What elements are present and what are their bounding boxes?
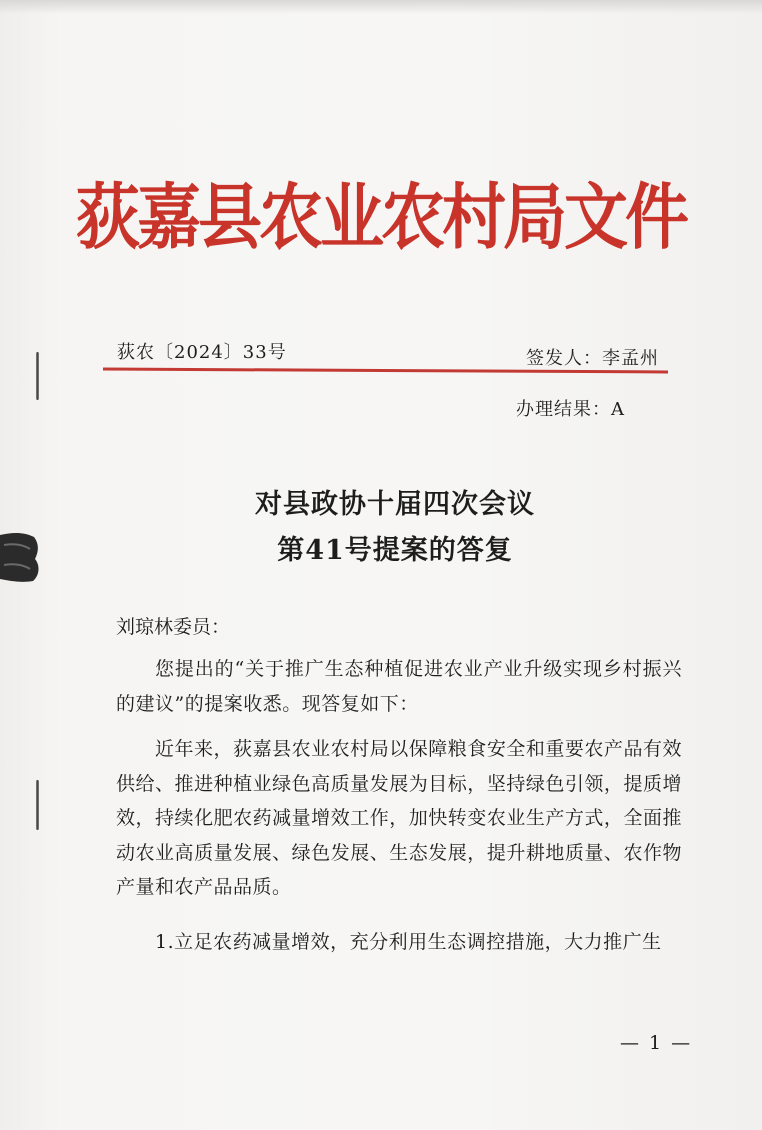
signer: 签发人：李孟州	[526, 348, 659, 369]
staple-top	[36, 352, 39, 400]
staple-bottom	[36, 780, 39, 830]
handling-result: 办理结果：A	[516, 399, 625, 420]
salutation: 刘琼林委员：	[116, 616, 231, 638]
body-paragraph-3: 1.立足农药减量增效，充分利用生态调控措施，大力推广生	[155, 931, 662, 953]
page-number: — 1 —	[620, 1032, 693, 1054]
issuing-agency-title: 荻嘉县农业农村局文件	[76, 176, 686, 261]
body-paragraph-1: 您提出的“关于推广生态种植促进农业产业升级实现乡村振兴的建议”的提案收悉。现答复如下：	[116, 658, 682, 715]
reply-title-line1: 对县政协十届四次会议	[255, 489, 535, 520]
reply-title-line2: 第41号提案的答复	[277, 535, 513, 566]
body-paragraph-2: 近年来，荻嘉县农业农村局以保障粮食安全和重要农产品有效供给、推进种植业绿色高质量发展为目标，坚持绿色引领，提质增效，持续化肥农药减量增效工作，加快转变农业生产方式，全面推动农业高质量发展、绿色发展、生态发展，提升耕地质量、农作物产量和农产品品质。	[116, 738, 682, 898]
page-top-shadow	[0, 0, 762, 14]
document-number: 荻农〔2024〕33号	[117, 342, 287, 363]
